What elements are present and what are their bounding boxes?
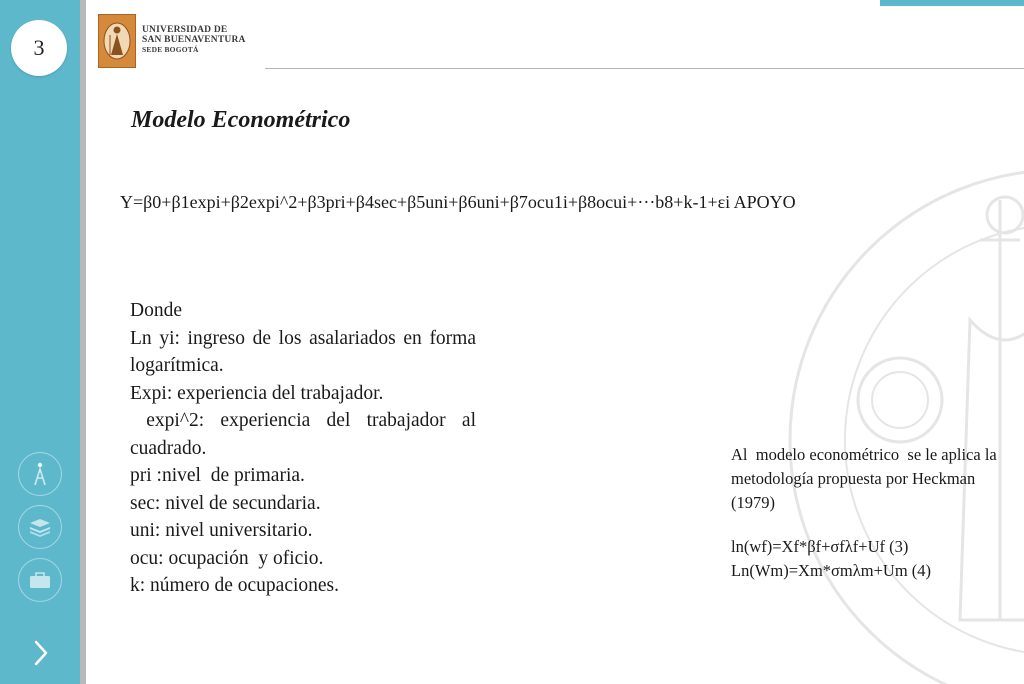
books-stack-icon[interactable] bbox=[18, 505, 62, 549]
logo-line-3: SEDE BOGOTÁ bbox=[142, 45, 199, 54]
definition-item: uni: nivel universitario. bbox=[130, 520, 313, 541]
logo-line-1: UNIVERSIDAD DE bbox=[142, 25, 228, 35]
definition-item: sec: nivel de secundaria. bbox=[130, 492, 321, 514]
page-number-badge bbox=[11, 20, 67, 76]
definitions-heading: Donde bbox=[130, 300, 182, 321]
chevron-right-icon bbox=[32, 639, 50, 667]
definition-item: pri :nivel de primaria. bbox=[130, 465, 305, 486]
definition-item: ocu: ocupación y oficio. bbox=[130, 547, 324, 569]
variable-definitions bbox=[130, 297, 481, 600]
note-formula-4: Ln(Wm)=Xm*σmλm+Um (4) bbox=[731, 561, 932, 580]
definition-item: expi^2: experiencia del trabajador al cuadrado. bbox=[130, 410, 481, 459]
university-seal-icon bbox=[98, 14, 136, 68]
page-number: 3 bbox=[33, 35, 45, 60]
note-paragraph: Al modelo econométrico se le aplica la metodología propuesta por Heckman (1979) bbox=[731, 445, 1001, 512]
top-accent-bar bbox=[880, 0, 1024, 6]
university-watermark-seal bbox=[770, 60, 1024, 684]
definition-item: Expi: experiencia del trabajador. bbox=[130, 382, 384, 404]
logo-line-2: SAN BUENAVENTURA bbox=[142, 35, 246, 45]
graduation-tower-icon[interactable] bbox=[18, 452, 62, 496]
university-logo bbox=[98, 14, 258, 70]
next-slide-button[interactable] bbox=[26, 636, 56, 670]
definition-item: Ln yi: ingreso de los asalariados en forma logarítmica. bbox=[130, 327, 476, 376]
briefcase-icon[interactable] bbox=[18, 558, 62, 602]
econometric-equation: Y=β0+β1expi+β2expi^2+β3pri+β4sec+β5uni+β6uni+β7ocu1i+β8ocui+···b8+k-1+εi APOYO bbox=[120, 192, 796, 212]
slide-title: Modelo Econométrico bbox=[131, 107, 351, 133]
note-formula-3: ln(wf)=Xf*βf+σfλf+Uf (3) bbox=[731, 537, 909, 556]
definition-item: k: número de ocupaciones. bbox=[130, 575, 340, 596]
methodology-note bbox=[731, 443, 1001, 583]
sidebar-divider bbox=[80, 0, 86, 684]
